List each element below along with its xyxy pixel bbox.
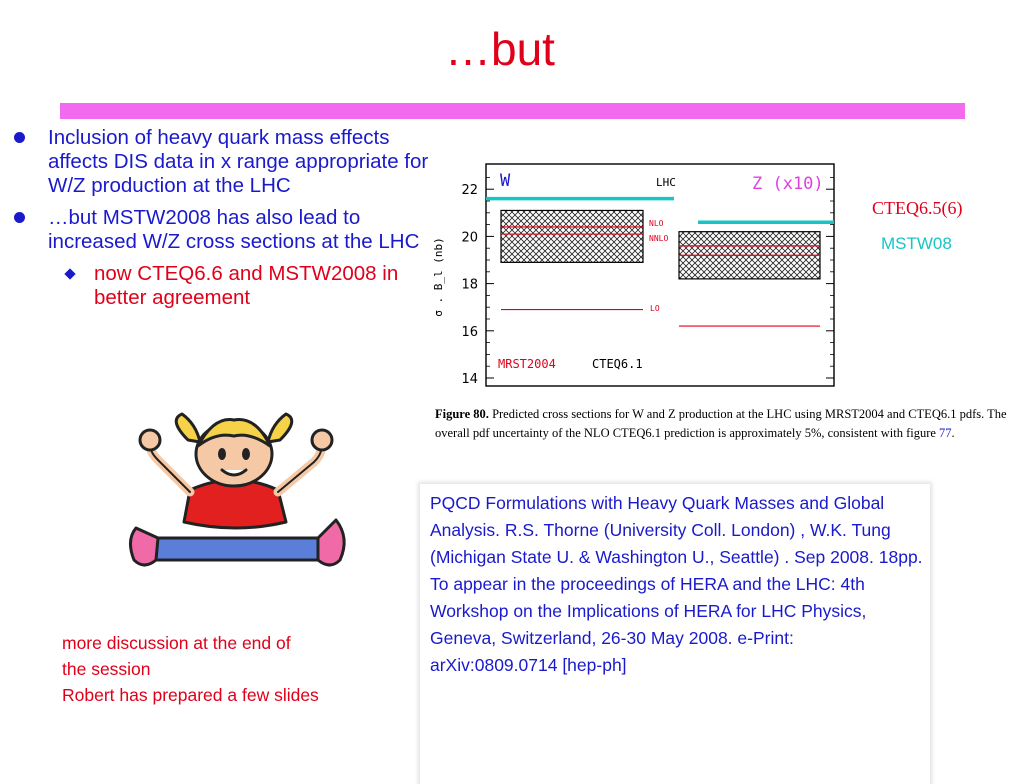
bullet-text: Inclusion of heavy quark mass effects affects DIS data in x range appropriate for W/Z production at the LHC [48,126,429,197]
bullet-list [12,126,442,310]
y-tick-label: 14 [461,372,478,387]
lo-label: LO [650,304,660,313]
cartoon-girl-image [118,410,354,582]
note-line: Robert has prepared a few slides [62,685,319,705]
cteq61-label: CTEQ6.1 [592,357,643,371]
w-label: W [500,171,511,191]
reference-text: PQCD Formulations with Heavy Quark Masses and Global Analysis. R.S. Thorne (University Coll. London) , W.K. Tung (Michigan State U. & Washington U., Seattle) . Sep 2008. 18pp. To appear in the proceedings of HERA and the LHC: 4th Workshop on the Implications of HERA for LHC Physics, Geneva, Switzerland, 26-30 May 2008. e-Print: arXiv:0809.0714 [hep-ph] [430,493,923,675]
y-tick-label: 16 [461,324,478,340]
diamond-bullet-icon [64,268,75,279]
sub-bullet-text: now CTEQ6.6 and MSTW2008 in better agreement [94,262,399,309]
note-line: more discussion at the end of [62,633,291,653]
nnlo-label: NNLO [649,234,669,243]
nlo-label: NLO [649,219,664,228]
bullet-text: …but MSTW2008 has also lead to increased W/Z cross sections at the LHC [48,206,420,253]
z-label: Z (x10) [752,174,824,194]
caption-text: Predicted cross sections for W and Z production at the LHC using MRST2004 and CTEQ6.1 pdfs. The overall pdf uncertainty of the NLO CTEQ6.1 prediction is approximately 5%, consistent with figure [435,407,1007,440]
title-divider [60,103,965,119]
sub-bullet-item [12,262,442,310]
bullet-item [12,126,442,198]
legend-cteq: CTEQ6.5(6) [872,198,963,218]
y-tick-label: 18 [461,277,478,293]
cross-section-chart [428,152,848,398]
uncertainty-band [501,210,643,262]
figure-link[interactable]: 77 [939,426,952,440]
lhc-label: LHC [656,176,676,189]
bullet-item [12,206,442,254]
figure-label: Figure 80. [435,407,489,421]
bullet-dot-icon [14,212,25,223]
slide-title: …but [445,23,555,75]
caption-end: . [951,426,955,440]
bullet-dot-icon [14,132,25,143]
discussion-note [62,630,412,708]
y-axis-label: σ . B_l (nb) [432,237,445,317]
y-tick-label: 22 [461,183,478,199]
y-tick-label: 20 [461,230,478,246]
note-line: the session [62,659,151,679]
figure-caption [435,405,1020,443]
legend-mstw: MSTW08 [881,234,952,253]
mrst2004-label: MRST2004 [498,357,556,371]
